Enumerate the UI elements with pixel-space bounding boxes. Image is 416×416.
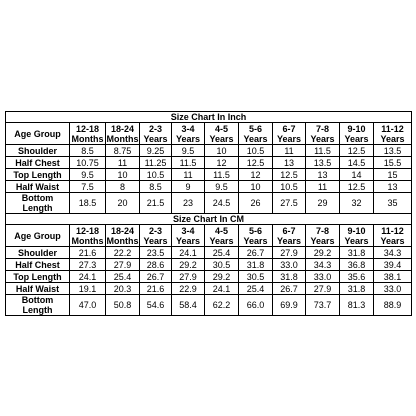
measurement-value: 29 bbox=[306, 193, 340, 214]
measurement-value: 28.6 bbox=[140, 259, 172, 271]
age-group-cell bbox=[306, 123, 340, 145]
age-unit: Years bbox=[209, 133, 234, 144]
section-title-row bbox=[6, 112, 412, 123]
age-range: 7-8 bbox=[315, 123, 329, 134]
measurement-value: 62.2 bbox=[205, 295, 239, 316]
measurement-value: 88.9 bbox=[374, 295, 412, 316]
measurement-value: 14.5 bbox=[340, 157, 374, 169]
age-unit: Years bbox=[143, 235, 168, 246]
age-group-cell bbox=[306, 225, 340, 247]
measurement-value: 26.7 bbox=[239, 247, 273, 259]
table-row bbox=[6, 169, 412, 181]
age-group-cell bbox=[172, 225, 205, 247]
measurement-value: 22.9 bbox=[172, 283, 205, 295]
measurement-value: 27.9 bbox=[273, 247, 306, 259]
measurement-value: 26.7 bbox=[140, 271, 172, 283]
age-group-cell bbox=[239, 123, 273, 145]
measurement-value: 81.3 bbox=[340, 295, 374, 316]
measurement-value: 10.5 bbox=[239, 145, 273, 157]
age-range: 9-10 bbox=[347, 123, 366, 134]
measurement-value: 33.0 bbox=[306, 271, 340, 283]
age-unit: Months bbox=[71, 133, 104, 144]
table-row bbox=[6, 145, 412, 157]
measurement-value: 33.0 bbox=[374, 283, 412, 295]
age-unit: Years bbox=[276, 133, 302, 144]
age-range: 4-5 bbox=[214, 123, 228, 134]
measurement-value: 58.4 bbox=[172, 295, 205, 316]
age-range: 5-6 bbox=[248, 123, 262, 134]
measurement-value: 12.5 bbox=[340, 181, 374, 193]
measurement-value: 31.8 bbox=[340, 283, 374, 295]
measurement-value: 30.5 bbox=[205, 259, 239, 271]
age-group-cell bbox=[340, 225, 374, 247]
age-group-cell bbox=[205, 225, 239, 247]
measurement-value: 26.7 bbox=[273, 283, 306, 295]
measurement-value: 11.5 bbox=[306, 145, 340, 157]
age-unit: Years bbox=[380, 133, 405, 144]
age-group-cell bbox=[205, 123, 239, 145]
measurement-value: 13.5 bbox=[306, 157, 340, 169]
age-range: 3-4 bbox=[181, 225, 195, 236]
measurement-value: 35.6 bbox=[340, 271, 374, 283]
measurement-value: 33.0 bbox=[273, 259, 306, 271]
measurement-label: Top Length bbox=[6, 271, 70, 283]
age-group-cell bbox=[106, 225, 140, 247]
measurement-value: 27.9 bbox=[172, 271, 205, 283]
measurement-label: Top Length bbox=[6, 169, 70, 181]
measurement-value: 12 bbox=[239, 169, 273, 181]
age-unit: Years bbox=[243, 133, 268, 144]
measurement-value: 12 bbox=[205, 157, 239, 169]
measurement-value: 29.2 bbox=[172, 259, 205, 271]
measurement-value: 11.25 bbox=[140, 157, 172, 169]
measurement-value: 8 bbox=[106, 181, 140, 193]
measurement-value: 13 bbox=[374, 181, 412, 193]
age-group-cell bbox=[70, 123, 106, 145]
measurement-label: Half Waist bbox=[6, 283, 70, 295]
measurement-value: 11.5 bbox=[205, 169, 239, 181]
measurement-value: 47.0 bbox=[70, 295, 106, 316]
measurement-value: 34.3 bbox=[306, 259, 340, 271]
measurement-value: 27.3 bbox=[70, 259, 106, 271]
measurement-value: 20 bbox=[106, 193, 140, 214]
measurement-label: Shoulder bbox=[6, 247, 70, 259]
measurement-value: 27.9 bbox=[306, 283, 340, 295]
section-title: Size Chart In Inch bbox=[6, 112, 412, 123]
age-group-label: Age Group bbox=[6, 123, 70, 145]
measurement-value: 15.5 bbox=[374, 157, 412, 169]
measurement-value: 9.5 bbox=[172, 145, 205, 157]
age-group-cell bbox=[273, 225, 306, 247]
age-range: 9-10 bbox=[347, 225, 366, 236]
measurement-value: 11 bbox=[172, 169, 205, 181]
age-group-header-row bbox=[6, 123, 412, 145]
age-range: 11-12 bbox=[381, 123, 404, 134]
measurement-value: 31.8 bbox=[273, 271, 306, 283]
measurement-value: 15 bbox=[374, 169, 412, 181]
measurement-value: 20.3 bbox=[106, 283, 140, 295]
measurement-value: 25.4 bbox=[205, 247, 239, 259]
measurement-value: 14 bbox=[340, 169, 374, 181]
age-unit: Years bbox=[380, 235, 405, 246]
measurement-value: 11 bbox=[306, 181, 340, 193]
age-range: 2-3 bbox=[148, 123, 162, 134]
measurement-value: 11.5 bbox=[172, 157, 205, 169]
age-unit: Months bbox=[106, 235, 139, 246]
measurement-label: Half Waist bbox=[6, 181, 70, 193]
measurement-value: 31.8 bbox=[239, 259, 273, 271]
age-range: 2-3 bbox=[148, 225, 162, 236]
age-group-cell bbox=[106, 123, 140, 145]
table-row bbox=[6, 295, 412, 316]
size-chart bbox=[5, 111, 411, 316]
measurement-value: 54.6 bbox=[140, 295, 172, 316]
age-group-cell bbox=[374, 123, 412, 145]
measurement-value: 10.5 bbox=[273, 181, 306, 193]
age-range: 18-24 bbox=[110, 123, 135, 134]
measurement-value: 23 bbox=[172, 193, 205, 214]
measurement-value: 10.5 bbox=[140, 169, 172, 181]
measurement-value: 8.75 bbox=[106, 145, 140, 157]
measurement-value: 31.8 bbox=[340, 247, 374, 259]
age-group-cell bbox=[273, 123, 306, 145]
measurement-value: 12.5 bbox=[340, 145, 374, 157]
measurement-value: 26 bbox=[239, 193, 273, 214]
measurement-value: 25.4 bbox=[106, 271, 140, 283]
section-title: Size Chart In CM bbox=[6, 214, 412, 225]
age-unit: Years bbox=[344, 133, 369, 144]
size-chart-table bbox=[5, 111, 412, 316]
measurement-value: 9 bbox=[172, 181, 205, 193]
measurement-value: 29.2 bbox=[306, 247, 340, 259]
measurement-value: 13.5 bbox=[374, 145, 412, 157]
table-row bbox=[6, 283, 412, 295]
measurement-value: 18.5 bbox=[70, 193, 106, 214]
measurement-value: 21.6 bbox=[70, 247, 106, 259]
measurement-value: 21.6 bbox=[140, 283, 172, 295]
age-range: 4-5 bbox=[214, 225, 228, 236]
measurement-value: 8.5 bbox=[140, 181, 172, 193]
measurement-value: 22.2 bbox=[106, 247, 140, 259]
measurement-value: 10 bbox=[205, 145, 239, 157]
measurement-value: 34.3 bbox=[374, 247, 412, 259]
age-unit: Years bbox=[310, 235, 335, 246]
measurement-value: 24.1 bbox=[205, 283, 239, 295]
age-range: 5-6 bbox=[248, 225, 262, 236]
measurement-value: 66.0 bbox=[239, 295, 273, 316]
measurement-value: 24.5 bbox=[205, 193, 239, 214]
age-group-cell bbox=[374, 225, 412, 247]
measurement-value: 10 bbox=[106, 169, 140, 181]
measurement-value: 12.5 bbox=[273, 169, 306, 181]
age-unit: Months bbox=[106, 133, 139, 144]
measurement-value: 36.8 bbox=[340, 259, 374, 271]
table-row bbox=[6, 157, 412, 169]
measurement-label: Bottom Length bbox=[6, 295, 70, 316]
measurement-value: 24.1 bbox=[172, 247, 205, 259]
table-row bbox=[6, 193, 412, 214]
measurement-label: Half Chest bbox=[6, 259, 70, 271]
age-group-label: Age Group bbox=[6, 225, 70, 247]
age-range: 11-12 bbox=[381, 225, 404, 236]
age-unit: Years bbox=[175, 235, 201, 246]
age-unit: Years bbox=[310, 133, 335, 144]
measurement-value: 50.8 bbox=[106, 295, 140, 316]
age-group-cell bbox=[172, 123, 205, 145]
table-row bbox=[6, 181, 412, 193]
measurement-label: Half Chest bbox=[6, 157, 70, 169]
age-unit: Years bbox=[209, 235, 234, 246]
measurement-value: 32 bbox=[340, 193, 374, 214]
measurement-value: 11 bbox=[273, 145, 306, 157]
age-range: 3-4 bbox=[181, 123, 195, 134]
age-group-cell bbox=[140, 123, 172, 145]
age-range: 12-18 bbox=[75, 123, 100, 134]
section-title-row bbox=[6, 214, 412, 225]
measurement-value: 13 bbox=[306, 169, 340, 181]
measurement-label: Bottom Length bbox=[6, 193, 70, 214]
table-row bbox=[6, 271, 412, 283]
measurement-value: 69.9 bbox=[273, 295, 306, 316]
measurement-value: 13 bbox=[273, 157, 306, 169]
measurement-value: 7.5 bbox=[70, 181, 106, 193]
age-range: 12-18 bbox=[75, 225, 100, 236]
age-range: 6-7 bbox=[282, 225, 296, 236]
measurement-value: 73.7 bbox=[306, 295, 340, 316]
age-unit: Years bbox=[276, 235, 302, 246]
age-group-cell bbox=[340, 123, 374, 145]
age-range: 7-8 bbox=[315, 225, 329, 236]
age-range: 6-7 bbox=[282, 123, 296, 134]
table-row bbox=[6, 247, 412, 259]
age-group-cell bbox=[70, 225, 106, 247]
measurement-value: 10 bbox=[239, 181, 273, 193]
measurement-value: 27.9 bbox=[106, 259, 140, 271]
measurement-label: Shoulder bbox=[6, 145, 70, 157]
age-unit: Years bbox=[243, 235, 268, 246]
measurement-value: 11 bbox=[106, 157, 140, 169]
measurement-value: 23.5 bbox=[140, 247, 172, 259]
measurement-value: 29.2 bbox=[205, 271, 239, 283]
measurement-value: 8.5 bbox=[70, 145, 106, 157]
age-group-cell bbox=[140, 225, 172, 247]
age-unit: Years bbox=[175, 133, 201, 144]
measurement-value: 19.1 bbox=[70, 283, 106, 295]
measurement-value: 38.1 bbox=[374, 271, 412, 283]
measurement-value: 9.5 bbox=[205, 181, 239, 193]
table-row bbox=[6, 259, 412, 271]
measurement-value: 27.5 bbox=[273, 193, 306, 214]
age-unit: Years bbox=[344, 235, 369, 246]
measurement-value: 9.5 bbox=[70, 169, 106, 181]
measurement-value: 9.25 bbox=[140, 145, 172, 157]
measurement-value: 21.5 bbox=[140, 193, 172, 214]
measurement-value: 30.5 bbox=[239, 271, 273, 283]
measurement-value: 25.4 bbox=[239, 283, 273, 295]
measurement-value: 39.4 bbox=[374, 259, 412, 271]
age-unit: Years bbox=[143, 133, 168, 144]
measurement-value: 35 bbox=[374, 193, 412, 214]
measurement-value: 12.5 bbox=[239, 157, 273, 169]
age-unit: Months bbox=[71, 235, 104, 246]
measurement-value: 10.75 bbox=[70, 157, 106, 169]
age-group-header-row bbox=[6, 225, 412, 247]
age-group-cell bbox=[239, 225, 273, 247]
age-range: 18-24 bbox=[110, 225, 135, 236]
measurement-value: 24.1 bbox=[70, 271, 106, 283]
